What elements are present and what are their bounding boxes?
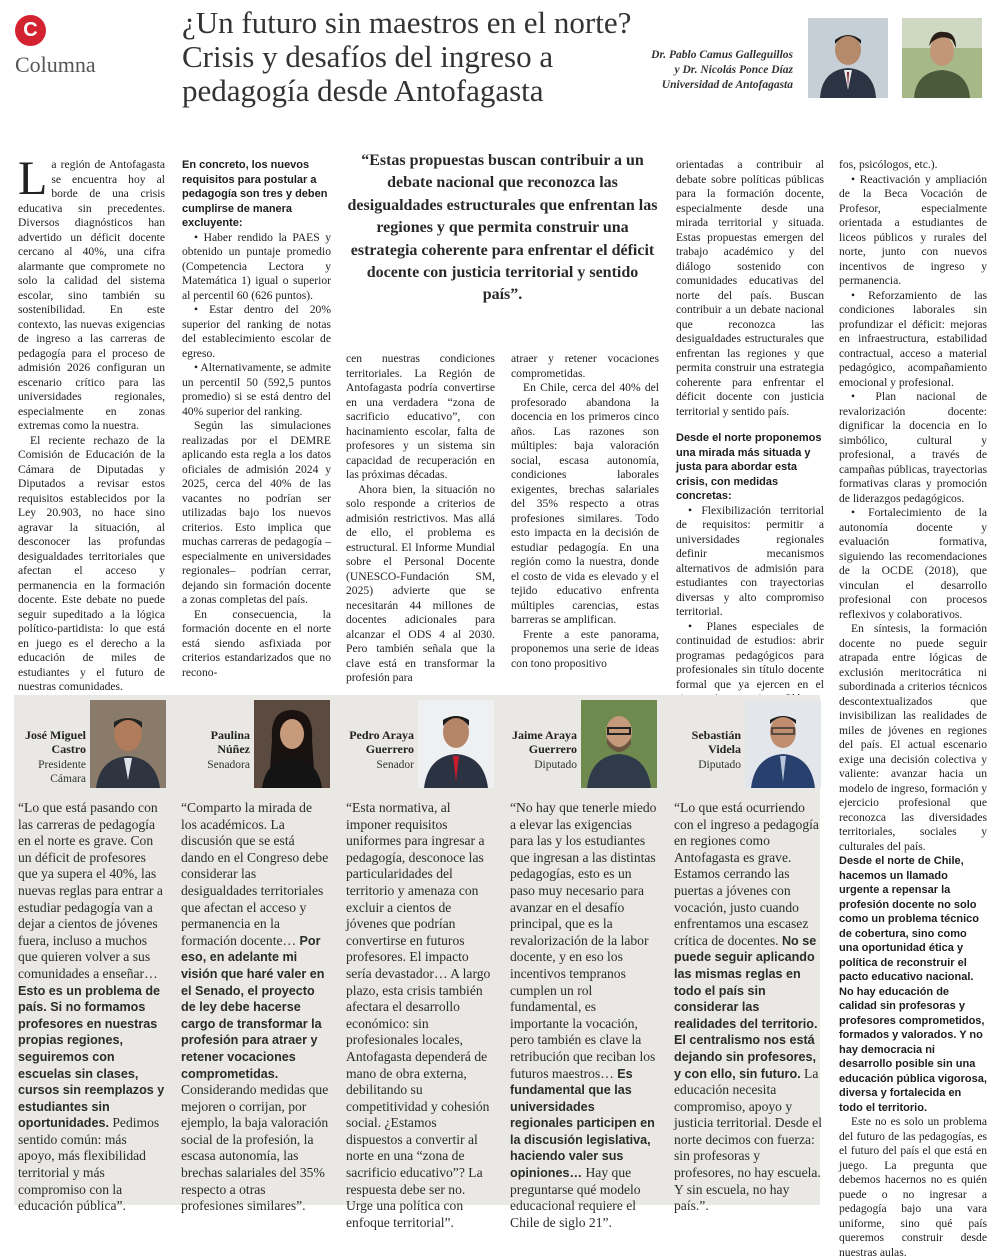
section-label: Columna xyxy=(15,52,96,77)
paragraph: fos, psicólogos, etc.). xyxy=(839,158,938,171)
requirement-item: • Estar dentro del 20% superior del ranking de notas del establecimiento escolar de egreso. xyxy=(182,303,331,360)
paragraph: En Chile, cerca del 40% del profesorado abandona la docencia en los primeros cinco años. Las razones son múltiples: baja valoración social, escasa autonomía, condiciones laborales exigentes, brechas salariales del 35% respecto a otras profesiones similares. Todo esto impacta en la decisión de estudiar pedagogía. En una región como la nuestra, donde el costo de vida es elevado y el tejido educativo enfrenta múltiples carencias, estas barreras se amplifican. xyxy=(511,381,659,626)
headline-line-1: ¿Un futuro sin maestros en el norte? xyxy=(182,5,632,40)
person-role: Diputado xyxy=(534,759,577,771)
person-name: Sebastián Videla xyxy=(691,728,741,756)
column-badge: C xyxy=(15,15,46,46)
author-byline xyxy=(600,48,793,93)
paragraph: La región de Antofagasta se encuentra hoy al borde de una crisis educativa sin precedentes. Diversos diagnósticos han advertido un déficit docente cercano al 40%, una cifra alarmante que compromete no solo la calidad del sistema escolar, sino también su sostenibilidad. En este contexto, las nuevas exigencias de ingreso a las carreras de pedagogía para el proceso de admisión 2026 configuran un escenario crítico para las universidades regionales, especialmente en zonas extremas como la nuestra. xyxy=(18,152,165,432)
requirement-item: • Haber rendido la PAES y obtenido un puntaje promedio (Competencia Lectora y Matemática 1) igual o superior al percentil 60 (626 puntos). xyxy=(182,230,331,302)
opinion-card-nunez xyxy=(176,700,336,790)
person-role: Presidente Cámara xyxy=(38,759,86,785)
opinion-card-pedro-araya xyxy=(340,700,500,790)
headline xyxy=(182,6,652,108)
paragraph: cen nuestras condiciones territoriales. La Región de Antofagasta podría convertirse en una verdadera “zona de sacrificio educativo”, con hacinamiento escolar, falta de profesores y un sistema sin capacidad de recuperación en las próximas décadas. xyxy=(346,352,495,481)
person-photo xyxy=(745,700,821,788)
proposal-item: • Flexibilización territorial de requisitos: permitir a universidades regionales definir mecanismos alternativos de admisión para estudiantes con trayectorias diversas y alto compromiso territorial. xyxy=(676,503,824,618)
article-column-5 xyxy=(676,158,824,707)
person-photo xyxy=(418,700,494,788)
headline-line-3: pedagogía desde Antofagasta xyxy=(182,73,544,108)
article-column-3 xyxy=(346,352,495,686)
article-column-4 xyxy=(511,352,659,671)
person-photo xyxy=(581,700,657,788)
closing-lead: Desde el norte de Chile, hacemos un llamado urgente a repensar la profesión docente no solo como un problema técnico de cobertura, sino como una oportunidad ética y política de reconstruir el pacto educativo nacional. No hay educación de calidad sin profesoras y profesores comprometidos, formados y valorados. Y no hay democracia ni desarrollo posible sin una educación pública vigorosa, diversa y fortalecida en todo el territorio. xyxy=(839,855,987,1114)
person-name: Jaime Araya Guerrero xyxy=(512,728,577,756)
paragraph: atraer y retener vocaciones comprometidas. xyxy=(511,352,659,380)
opinion-quote-castro: “Lo que está pasando con las carreras de pedagogía en el norte es grave. Con un déficit de profesores que ya supera el 40%, las nuevas reglas para entrar a estudiar pedagogía van a dejar a cientos de jóvenes fuera, incluso a muchos que quieren volver a sus comunidades a enseñar… Esto es un problema de país. Si no formamos profesores en nuestras propias regiones, seguiremos con escuelas sin clases, cursos sin reemplazos y estudiantes sin oportunidades. Pedimos sentido común: más apoyo, más flexibilidad territorial y más compromiso con la educación pública”. xyxy=(18,800,165,1214)
opinion-card-jaime-araya xyxy=(503,700,663,790)
person-name: Pedro Araya Guerrero xyxy=(349,728,414,756)
person-role: Diputado xyxy=(698,759,741,771)
paragraph: orientadas a contribuir al debate sobre políticas públicas para la formación docente, especialmente desde una mirada territorial y situada. Estas propuestas emergen del trabajo académico y del diálogo sostenido con comunidades educativas del norte del país. Buscan contribuir a un debate nacional que reconozca las desigualdades estructurales que enfrentan las regiones y que permita construir una estrategia coherente para enfrentar el déficit docente con justicia territorial y sentido país. xyxy=(676,158,824,418)
proposal-item: • Plan nacional de revalorización docente: dignificar la docencia en lo simbólico, cultural y profesional, a través de campañas públicas, trayectorias formativas claras y promoción de liderazgos pedagógicos. xyxy=(839,390,987,505)
person-role: Senador xyxy=(376,759,414,771)
proposal-item: • Reforzamiento de las condiciones laborales sin profundizar el déficit: mejoras en infraestructura, estabilidad contractual, acceso a material pedagógico, acompañamiento emocional y profesional. xyxy=(839,288,987,389)
author-affiliation: Universidad de Antofagasta xyxy=(661,79,793,91)
author-photo-ponce xyxy=(902,18,982,98)
proposals-lead: Desde el norte proponemos una mirada más situada y justa para abordar esta crisis, con medidas concretas: xyxy=(676,432,822,502)
person-photo xyxy=(90,700,166,788)
pull-quote: “Estas propuestas buscan contribuir a un debate nacional que reconozca las desigualdades estructurales que enfrentan las regiones y que permita construir una estrategia coherente para enfrentar el déficit docente con justicia territorial y sentido país”. xyxy=(347,152,658,304)
drop-cap: L xyxy=(18,152,48,205)
author-2: y Dr. Nicolás Ponce Díaz xyxy=(674,64,793,76)
opinion-quote-nunez: “Comparto la mirada de los académicos. La discusión que se está dando en el Congreso debe considerar las desigualdades territoriales que afectan el acceso y permanencia en la formación docente… Por eso, en adelante mi visión que haré valer en el Senado, el proyecto de ley debe hacerse cargo de transformar la profesión para atraer y retener vocaciones comprometidas. Considerando medidas que mejoren o corrijan, por ejemplo, la baja valoración social de la profesión, la escasa autonomía, las brechas salariales del 35% respecto a otras profesiones similares”. xyxy=(181,800,329,1214)
author-photo-camus xyxy=(808,18,888,98)
proposal-item: • Fortalecimiento de la autonomía docente y evaluación formativa, siguiendo las recomendaciones de la OCDE (2018), que vinculan el desarrollo profesional con procesos reflexivos y colaborativos. xyxy=(839,506,987,621)
headline-line-2: Crisis y desafíos del ingreso a xyxy=(182,39,554,74)
opinion-quote-jaime-araya: “No hay que tenerle miedo a elevar las exigencias para las y los estudiantes que ingresan a las distintas pedagogías, esto es un paso muy necesario para avanzar en el desafío principal, que es la revalorización de la labor docente, y en eso los incentivos tempranos cumplen un rol fundamental, es importante la vocación, pero también es clave la retribución que reciban los futuros maestros… Es fundamental que las universidades regionales participen en la discusión legislativa, haciendo valer sus opiniones… Hay que preguntarse qué modelo educacional requiere el Chile de siglo 21”. xyxy=(510,800,657,1230)
paragraph: Frente a este panorama, proponemos una serie de ideas con tono propositivo xyxy=(511,627,659,670)
article-column-6 xyxy=(839,158,987,1260)
opinion-quote-videla: “Lo que está ocurriendo con el ingreso a pedagogía en regiones como Antofagasta es grave. Estamos cerrando las puertas a jóvenes con vocación, justo cuando enfrentamos una escasez crítica de docentes. No se puede seguir aplicando las mismas reglas en todo el país sin considerar las realidades del territorio. El centralismo nos está dejando sin profesores, y con ello, sin futuro. La educación necesita compromiso, apoyo y justicia territorial. Desde el norte decimos con fuerza: sin profesoras y profesores, no hay escuela. Y sin escuela, no hay país.”. xyxy=(674,800,822,1214)
paragraph: Ahora bien, la situación no solo responde a criterios de admisión restrictivos. Mas allá de ello, el problema es estructural. El Informe Mundial sobre el Personal Docente (UNESCO-Fundación SM, 2025) advierte que se necesitarán 44 millones de docentes adicionales para alcanzar el ODS 4 al 2030. Pero también señala que la clave está en transformar la profesión para xyxy=(346,482,495,684)
person-photo xyxy=(254,700,330,788)
person-name: Paulina Núñez xyxy=(210,728,250,756)
person-role: Senadora xyxy=(207,759,250,771)
requirements-lead: En concreto, los nuevos requisitos para postular a pedagogía son tres y deben cumplirse de manera excluyente: xyxy=(182,159,328,229)
article-column-2 xyxy=(182,158,331,680)
paragraph: En consecuencia, la formación docente en el norte está siendo asfixiada por criterios estandarizados que no recono- xyxy=(182,607,331,679)
paragraph: El reciente rechazo de la Comisión de Educación de la Cámara de Diputadas y Diputados a revisar estos requisitos establecidos por la Ley 20.903, no hace sino agravar la situación, al desconocer las profundas desigualdades territoriales que afectan el acceso y permanencia en la formación docente. Este debate no puede seguir supeditado a la lógica político-partidista: lo que está en juego es el derecho a la educación de miles de estudiantes y el futuro de nuestras comunidades. xyxy=(18,433,165,693)
proposal-item: • Planes especiales de continuidad de estudios: abrir programas pedagógicos para profesionales sin título docente formal que ya ejercen en el xyxy=(676,619,824,691)
opinion-card-videla xyxy=(667,700,827,790)
paragraph: En síntesis, la formación docente no puede seguir atrapada entre lógicas de exclusión meritocrática ni subordinada a criterios técnicos descontextualizados que invisibilizan las realidades de miles de jóvenes en regiones del país. El actual escenario exige una decisión colectiva y valiente: avanzar hacia un modelo de ingreso, formación y ejercicio profesional que reconozca las diversidades territoriales, sociales y culturales del país. xyxy=(839,622,987,853)
paragraph: Este no es solo un problema del futuro de las pedagogías, es el futuro del país el que está en juego. La pregunta que debemos hacernos no es quién puede o no ingresar a pedagogía bajo una vara uniforme, sino qué país queremos construir desde nuestras aulas. xyxy=(839,1115,987,1259)
opinion-quote-pedro-araya: “Esta normativa, al imponer requisitos uniformes para ingresar a pedagogía, desconoce las particularidades del territorio y amenaza con excluir a cientos de jóvenes que podrían convertirse en futuros profesores. El impacto sería devastador… A largo plazo, esta crisis también afectara el desarrollo económico: sin profesionales locales, Antofagasta dependerá de mano de obra externa, debilitando su competitividad y cohesión social. ¿Estamos dispuestos a convertir al norte en una “zona de sacrificio educativo”? La respuesta debe ser no. Urge una política con enfoque territorial”. xyxy=(346,800,491,1230)
article-column-1 xyxy=(18,152,165,695)
author-1: Dr. Pablo Camus Galleguillos xyxy=(651,49,793,61)
person-name: José Miguel Castro xyxy=(25,728,86,756)
opinion-card-castro xyxy=(12,700,172,790)
proposal-item: • Reactivación y ampliación de la Beca Vocación de Profesor, especialmente orientada a estudiantes de liceos públicos y rurales del norte, junto con nuevos incentivos de ingreso y permanencia. xyxy=(839,172,987,287)
paragraph: Según las simulaciones realizadas por el DEMRE aplicando esta regla a los datos oficiales de admisión 2024 y 2025, cerca del 40% de las vacantes no podrían ser utilizadas bajo los nuevos criterios. Esto implica que muchas carreras de pedagogía –especialmente en universidades regionales– podrían cerrar, dejando sin formación docente a zonas completas del país. xyxy=(182,419,331,606)
requirement-item: • Alternativamente, se admite un percentil 50 (592,5 puntos promedio) si se está dentro del 40% superior del ranking. xyxy=(182,361,331,418)
